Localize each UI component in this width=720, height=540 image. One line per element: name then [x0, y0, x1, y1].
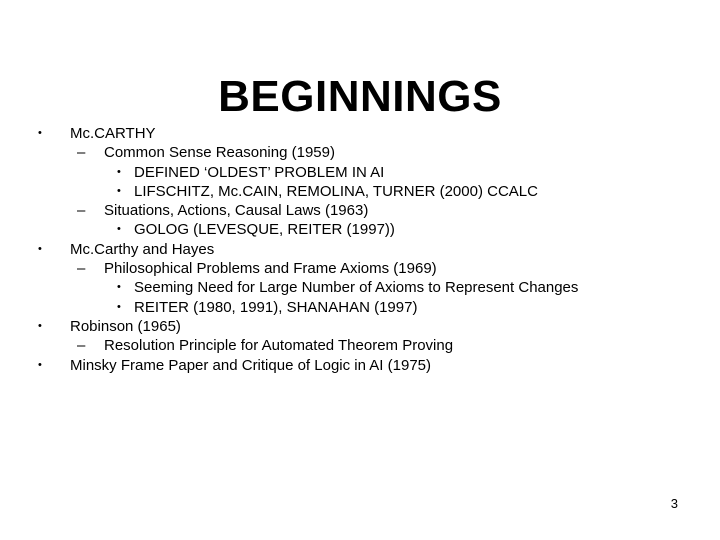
- bullet-text: REITER (1980, 1991), SHANAHAN (1997): [134, 298, 418, 316]
- sub-sub-bullet-item: [0, 163, 720, 182]
- bullet-text: LIFSCHITZ, Mc.CAIN, REMOLINA, TURNER (2000) CCALC: [134, 182, 538, 200]
- sub-sub-bullet-item: [0, 278, 720, 297]
- bullet-item: [0, 317, 720, 336]
- sub-sub-bullet-item: [0, 298, 720, 317]
- sub-bullet-item: [0, 336, 720, 355]
- bullet-marker: •: [117, 300, 121, 313]
- bullet-text: GOLOG (LEVESQUE, REITER (1997)): [134, 221, 395, 239]
- bullet-text: Minsky Frame Paper and Critique of Logic in AI (1975): [70, 356, 432, 374]
- dash-marker: –: [77, 337, 86, 355]
- bullet-marker: •: [117, 184, 121, 197]
- bullet-text: Philosophical Problems and Frame Axioms (1969): [104, 260, 437, 278]
- sub-bullet-item: [0, 259, 720, 278]
- bullet-text: DEFINED ‘OLDEST’ PROBLEM IN AI: [134, 163, 385, 181]
- bullet-marker: •: [117, 223, 121, 236]
- bullet-marker: •: [38, 319, 42, 332]
- sub-bullet-item: [0, 143, 720, 162]
- bullet-marker: •: [38, 242, 42, 255]
- bullet-text: Situations, Actions, Causal Laws (1963): [104, 202, 369, 220]
- bullet-text: Mc.CARTHY: [70, 125, 156, 142]
- bullet-marker: •: [38, 127, 42, 139]
- bullet-marker: •: [117, 165, 121, 178]
- bullet-text: Seeming Need for Large Number of Axioms to Represent Changes: [134, 279, 579, 297]
- slide-title: BEGINNINGS: [218, 72, 502, 122]
- bullet-item: [0, 356, 720, 375]
- bullet-text: Robinson (1965): [70, 317, 181, 335]
- bullet-outline: [0, 124, 720, 375]
- slide-number: 3: [670, 496, 678, 511]
- bullet-item: [0, 124, 720, 143]
- bullet-text: Common Sense Reasoning (1959): [104, 144, 335, 162]
- bullet-text: Resolution Principle for Automated Theorem Proving: [104, 337, 454, 355]
- bullet-marker: •: [38, 358, 42, 371]
- sub-sub-bullet-item: [0, 220, 720, 239]
- dash-marker: –: [77, 202, 86, 220]
- dash-marker: –: [77, 260, 86, 278]
- bullet-marker: •: [117, 281, 121, 294]
- dash-marker: –: [77, 144, 86, 162]
- bullet-item: [0, 240, 720, 259]
- bullet-text: Mc.Carthy and Hayes: [70, 240, 215, 258]
- sub-sub-bullet-item: [0, 182, 720, 201]
- sub-bullet-item: [0, 201, 720, 220]
